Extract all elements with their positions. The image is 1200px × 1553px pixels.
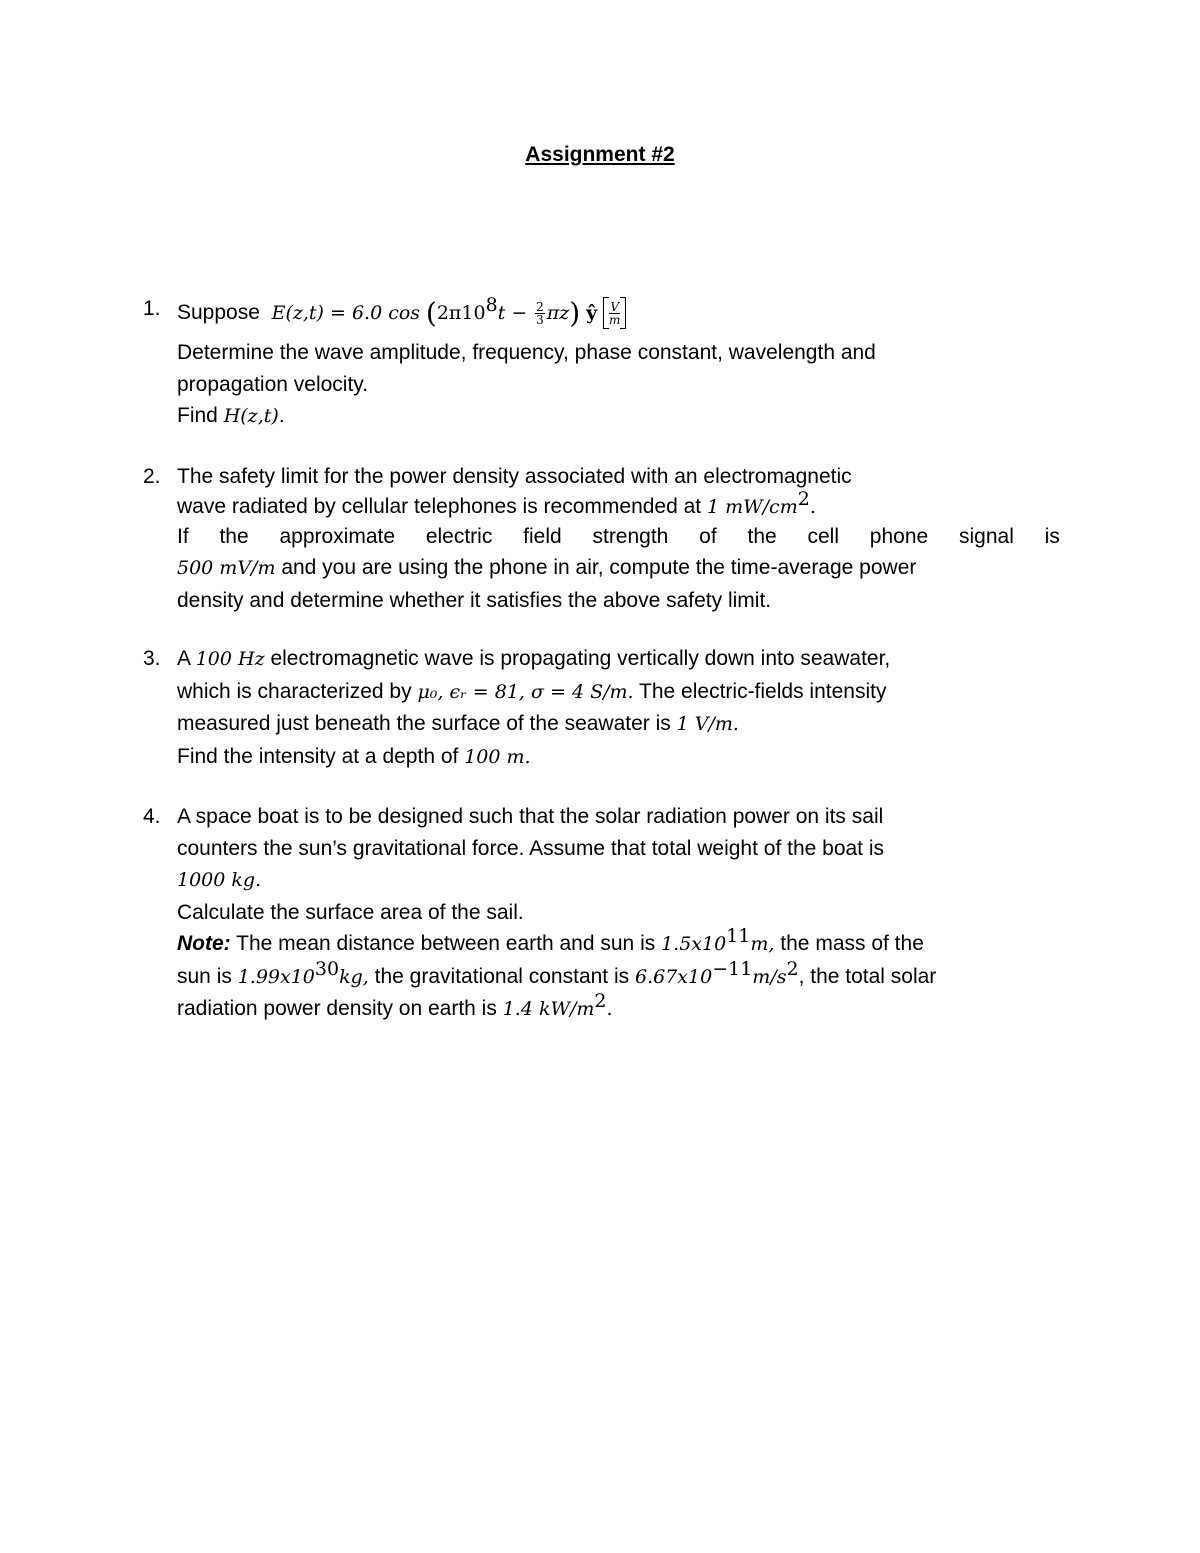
word: of xyxy=(699,524,717,548)
note-exp4: 2 xyxy=(594,990,607,1012)
word: signal xyxy=(959,524,1014,548)
note-math4: 1.4 kW/m xyxy=(502,998,595,1020)
frac-num: 2 xyxy=(536,299,544,314)
line4-a: Find the intensity at a depth of xyxy=(177,744,459,768)
question-number: 3. xyxy=(143,647,161,670)
question-1-line-2: propagation velocity. xyxy=(177,372,369,396)
note-math3: 6.67x10 xyxy=(634,965,713,988)
question-4-note-line xyxy=(177,925,1060,961)
question-1-find-line xyxy=(177,400,1060,433)
eq-arg-b: t − xyxy=(497,302,528,324)
note-unit3: m/s xyxy=(752,965,787,988)
line2-math: μ₀, ϵᵣ = 81, σ = 4 S/m. xyxy=(417,680,634,703)
find-prefix: Find xyxy=(177,404,218,427)
line2-b: The electric-fields intensity xyxy=(639,679,887,703)
question-4 xyxy=(143,801,1060,1026)
question-number: 2. xyxy=(143,465,161,488)
line3-math: 1000 kg. xyxy=(177,869,262,891)
unit-fraction xyxy=(609,301,620,326)
line1-b: electromagnetic wave is propagating vertically down into seawater, xyxy=(270,647,891,670)
note-exp1: 11 xyxy=(726,925,751,947)
line7-end: . xyxy=(606,998,613,1020)
open-paren: ( xyxy=(425,296,437,330)
frac-den: 3 xyxy=(536,312,544,327)
line1-a: A xyxy=(177,647,190,670)
unit-den: m xyxy=(608,312,621,327)
word: phone xyxy=(869,524,929,548)
question-lead: Suppose xyxy=(177,301,260,324)
word: strength xyxy=(592,524,669,548)
question-2-line-2 xyxy=(177,487,1060,521)
page-title: Assignment #2 xyxy=(525,143,675,166)
question-1-line-1: Determine the wave amplitude, frequency, phase constant, wavelength and xyxy=(177,341,876,364)
question-4-line-4: Calculate the surface area of the sail. xyxy=(177,900,524,924)
line4-math: 100 m. xyxy=(464,745,531,768)
fraction-two-thirds xyxy=(535,301,545,326)
equation-lhs: E(z,t) = 6.0 cos xyxy=(271,302,421,324)
question-2 xyxy=(143,461,1060,616)
line2-a: which is characterized by xyxy=(177,679,412,703)
word: the xyxy=(219,524,249,548)
eq-arg-c: πz xyxy=(546,302,570,324)
question-4-line-7 xyxy=(177,990,1060,1026)
line7-a: radiation power density on earth is xyxy=(177,997,497,1020)
unit-vector-y: ŷ xyxy=(586,302,598,324)
line2-text: wave radiated by cellular telephones is recommended at xyxy=(177,494,702,518)
line3-math: 1 V/m. xyxy=(676,713,739,735)
close-paren: ) xyxy=(569,296,581,330)
line6-b: the gravitational constant is xyxy=(374,964,630,988)
line4-text: and you are using the phone in air, compute the time-average power xyxy=(281,556,917,579)
question-number: 1. xyxy=(143,297,161,320)
note-unit1: m, xyxy=(750,933,775,955)
note-b: the mass of the xyxy=(780,932,924,955)
word: the xyxy=(747,524,777,548)
question-2-line-3 xyxy=(177,521,1060,553)
line6-c: , the total solar xyxy=(798,964,937,988)
question-2-line-5: density and determine whether it satisfies the above safety limit. xyxy=(177,588,772,612)
question-1 xyxy=(143,293,1060,433)
line3-a: measured just beneath the surface of the seawater is xyxy=(177,712,671,735)
line2-math: 1 mW/cm xyxy=(706,495,798,518)
word: field xyxy=(523,524,562,548)
eq-arg-a: 2π10 xyxy=(436,302,486,324)
question-3-line-1 xyxy=(177,643,1060,676)
line4-math: 500 mV/m xyxy=(177,557,276,579)
question-4-line-3 xyxy=(177,864,1060,897)
question-4-line-1: A space boat is to be designed such that the solar radiation power on its sail xyxy=(177,805,884,828)
question-number: 4. xyxy=(143,805,161,828)
word: approximate xyxy=(279,524,396,548)
line6-a: sun is xyxy=(177,964,232,988)
unit-num: V xyxy=(610,299,619,314)
line2-exp: 2 xyxy=(797,487,810,510)
note-math1: 1.5x10 xyxy=(661,933,727,955)
word: electric xyxy=(425,524,493,548)
note-exp3: −11 xyxy=(712,957,753,980)
note-label: Note: xyxy=(177,932,231,955)
word: cell xyxy=(807,524,839,548)
eq-arg-exp: 8 xyxy=(485,294,498,316)
note-math2: 1.99x10 xyxy=(237,965,315,988)
unit-bracket xyxy=(603,297,626,329)
question-2-line-1: The safety limit for the power density associated with an electromagnetic xyxy=(177,465,852,488)
note-unit2: kg, xyxy=(339,965,369,988)
question-1-equation-line xyxy=(177,293,1060,333)
question-3 xyxy=(143,643,1060,773)
line2-end: . xyxy=(809,495,816,518)
find-math: H(z,t). xyxy=(223,405,285,427)
word: is xyxy=(1044,524,1060,548)
note-a: The mean distance between earth and sun is xyxy=(236,932,656,955)
question-3-line-2 xyxy=(177,676,1060,709)
question-3-line-3 xyxy=(177,708,1060,741)
question-4-line-6 xyxy=(177,957,1060,994)
note-unit3-exp: 2 xyxy=(786,957,799,980)
question-2-line-4 xyxy=(177,552,1060,585)
word: If xyxy=(177,524,189,548)
question-4-line-2: counters the sun’s gravitational force. Assume that total weight of the boat is xyxy=(177,836,885,860)
line1-math: 100 Hz xyxy=(195,648,265,670)
question-3-line-4 xyxy=(177,741,1060,774)
note-exp2: 30 xyxy=(314,957,340,980)
